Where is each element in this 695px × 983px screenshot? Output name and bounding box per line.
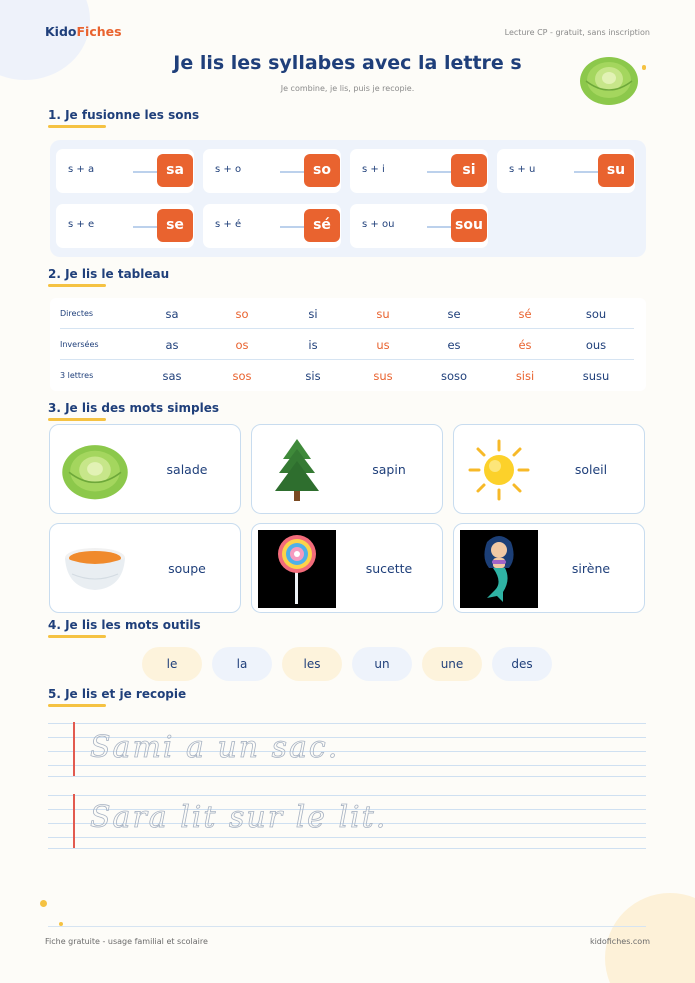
tool-word-pill: la bbox=[212, 647, 272, 681]
writing-lines bbox=[48, 720, 646, 780]
table-cell: us bbox=[376, 338, 390, 352]
table-cell: sou bbox=[585, 307, 607, 321]
table-cell: so bbox=[235, 307, 249, 321]
sun-icon bbox=[460, 431, 538, 509]
lollipop-icon bbox=[258, 530, 336, 608]
table-cell: sa bbox=[165, 307, 179, 321]
row-label: 3 lettres bbox=[60, 371, 94, 380]
word-card bbox=[453, 523, 645, 613]
fusion-result: si bbox=[451, 154, 487, 187]
footer-note: Fiche gratuite - usage familial et scolaire bbox=[45, 937, 208, 946]
ruled-line bbox=[48, 795, 646, 796]
section-title-table bbox=[48, 267, 169, 287]
mermaid-icon bbox=[460, 530, 538, 608]
table-cell: sisi bbox=[515, 369, 535, 383]
fir-tree-icon bbox=[258, 431, 336, 509]
fusion-result: sé bbox=[304, 209, 340, 242]
top-note: Lecture CP - gratuit, sans inscription bbox=[504, 28, 650, 37]
fusion-card bbox=[203, 149, 341, 193]
fusion-result: su bbox=[598, 154, 634, 187]
table-cell: os bbox=[235, 338, 249, 352]
page-title: Je lis les syllabes avec la lettre s bbox=[173, 52, 522, 74]
table-row bbox=[60, 360, 634, 391]
section-underline bbox=[48, 635, 106, 638]
word-card bbox=[251, 424, 443, 514]
table-cell: sos bbox=[232, 369, 252, 383]
arrow-right-icon bbox=[280, 171, 306, 173]
tool-word-pill: les bbox=[282, 647, 342, 681]
section-underline bbox=[48, 704, 106, 707]
tool-word-pill: des bbox=[492, 647, 552, 681]
fusion-formula: s + i bbox=[362, 164, 385, 175]
word-label: sirène bbox=[571, 560, 611, 576]
fusion-card bbox=[497, 149, 635, 193]
row-label: Directes bbox=[60, 309, 94, 318]
section-title-text: 5. Je lis et je recopie bbox=[48, 687, 187, 701]
red-margin-line bbox=[73, 722, 75, 776]
fusion-formula: s + é bbox=[215, 219, 242, 230]
table-row bbox=[60, 329, 634, 360]
arrow-right-icon bbox=[574, 171, 600, 173]
copy-sentence: Sami a un sac. bbox=[90, 730, 340, 765]
fusion-formula: s + e bbox=[68, 219, 95, 230]
section-underline bbox=[48, 284, 106, 287]
table-cell: susu bbox=[582, 369, 610, 383]
word-label: soleil bbox=[574, 461, 608, 477]
section-underline bbox=[48, 125, 106, 128]
section-title-text: 2. Je lis le tableau bbox=[48, 267, 170, 281]
table-cell: is bbox=[308, 338, 318, 352]
fusion-formula: s + a bbox=[68, 164, 95, 175]
lettuce-icon bbox=[56, 431, 134, 509]
fusion-panel bbox=[50, 140, 646, 257]
section-title-words bbox=[48, 401, 219, 421]
table-cell: es bbox=[447, 338, 461, 352]
fusion-card bbox=[350, 149, 488, 193]
section-title-text: 1. Je fusionne les sons bbox=[48, 108, 200, 122]
word-label: sucette bbox=[365, 560, 413, 576]
section-title-text: 4. Je lis les mots outils bbox=[48, 618, 201, 632]
arrow-right-icon bbox=[427, 171, 453, 173]
fusion-formula: s + ou bbox=[362, 219, 395, 230]
decor-dot bbox=[40, 900, 47, 907]
lettuce-icon bbox=[578, 51, 640, 107]
soup-bowl-icon bbox=[56, 530, 134, 608]
tool-word-pill: une bbox=[422, 647, 482, 681]
fusion-card bbox=[350, 204, 488, 248]
ruled-line bbox=[48, 765, 646, 766]
arrow-right-icon bbox=[133, 171, 159, 173]
footer-site-link[interactable]: kidofiches.com bbox=[589, 937, 650, 946]
decor-dot bbox=[642, 65, 646, 70]
arrow-right-icon bbox=[427, 226, 453, 228]
brand-logo[interactable] bbox=[45, 24, 122, 39]
table-cell: as bbox=[165, 338, 179, 352]
tool-word-pill: un bbox=[352, 647, 412, 681]
section-underline bbox=[48, 418, 106, 421]
table-cell: su bbox=[376, 307, 390, 321]
copy-sentence: Sara lit sur le lit. bbox=[90, 800, 388, 835]
table-cell: soso bbox=[440, 369, 468, 383]
table-cell: se bbox=[447, 307, 461, 321]
fusion-result: sa bbox=[157, 154, 193, 187]
arrow-right-icon bbox=[280, 226, 306, 228]
syllable-table bbox=[50, 298, 646, 391]
ruled-line bbox=[48, 848, 646, 849]
table-cell: si bbox=[308, 307, 318, 321]
word-label: soupe bbox=[168, 560, 206, 576]
fusion-formula: s + u bbox=[509, 164, 536, 175]
arrow-right-icon bbox=[133, 226, 159, 228]
ruled-line bbox=[48, 723, 646, 724]
fusion-result: sou bbox=[451, 209, 487, 242]
brand-part-1: Kido bbox=[45, 24, 77, 39]
fusion-result: so bbox=[304, 154, 340, 187]
table-cell: ous bbox=[585, 338, 607, 352]
section-title-fusion bbox=[48, 108, 199, 128]
fusion-formula: s + o bbox=[215, 164, 242, 175]
table-cell: sus bbox=[373, 369, 393, 383]
table-row bbox=[60, 298, 634, 329]
ruled-line bbox=[48, 776, 646, 777]
table-cell: sé bbox=[518, 307, 532, 321]
tool-word-pill: le bbox=[142, 647, 202, 681]
word-label: sapin bbox=[372, 461, 406, 477]
section-title-copy bbox=[48, 687, 186, 707]
table-cell: sis bbox=[305, 369, 321, 383]
fusion-result: se bbox=[157, 209, 193, 242]
fusion-card bbox=[56, 149, 194, 193]
writing-lines bbox=[48, 792, 646, 852]
word-card bbox=[453, 424, 645, 514]
section-title-tool-words bbox=[48, 618, 201, 638]
page-subtitle: Je combine, je lis, puis je recopie. bbox=[280, 84, 415, 93]
fusion-card bbox=[56, 204, 194, 248]
word-card bbox=[49, 424, 241, 514]
word-card bbox=[49, 523, 241, 613]
fusion-card bbox=[203, 204, 341, 248]
brand-part-2: Fiches bbox=[76, 24, 122, 39]
word-label: salade bbox=[166, 461, 208, 477]
section-title-text: 3. Je lis des mots simples bbox=[48, 401, 220, 415]
footer-divider bbox=[48, 926, 646, 927]
table-cell: és bbox=[518, 338, 532, 352]
table-cell: sas bbox=[162, 369, 182, 383]
row-label: Inversées bbox=[60, 340, 99, 349]
red-margin-line bbox=[73, 794, 75, 848]
word-card bbox=[251, 523, 443, 613]
ruled-line bbox=[48, 837, 646, 838]
